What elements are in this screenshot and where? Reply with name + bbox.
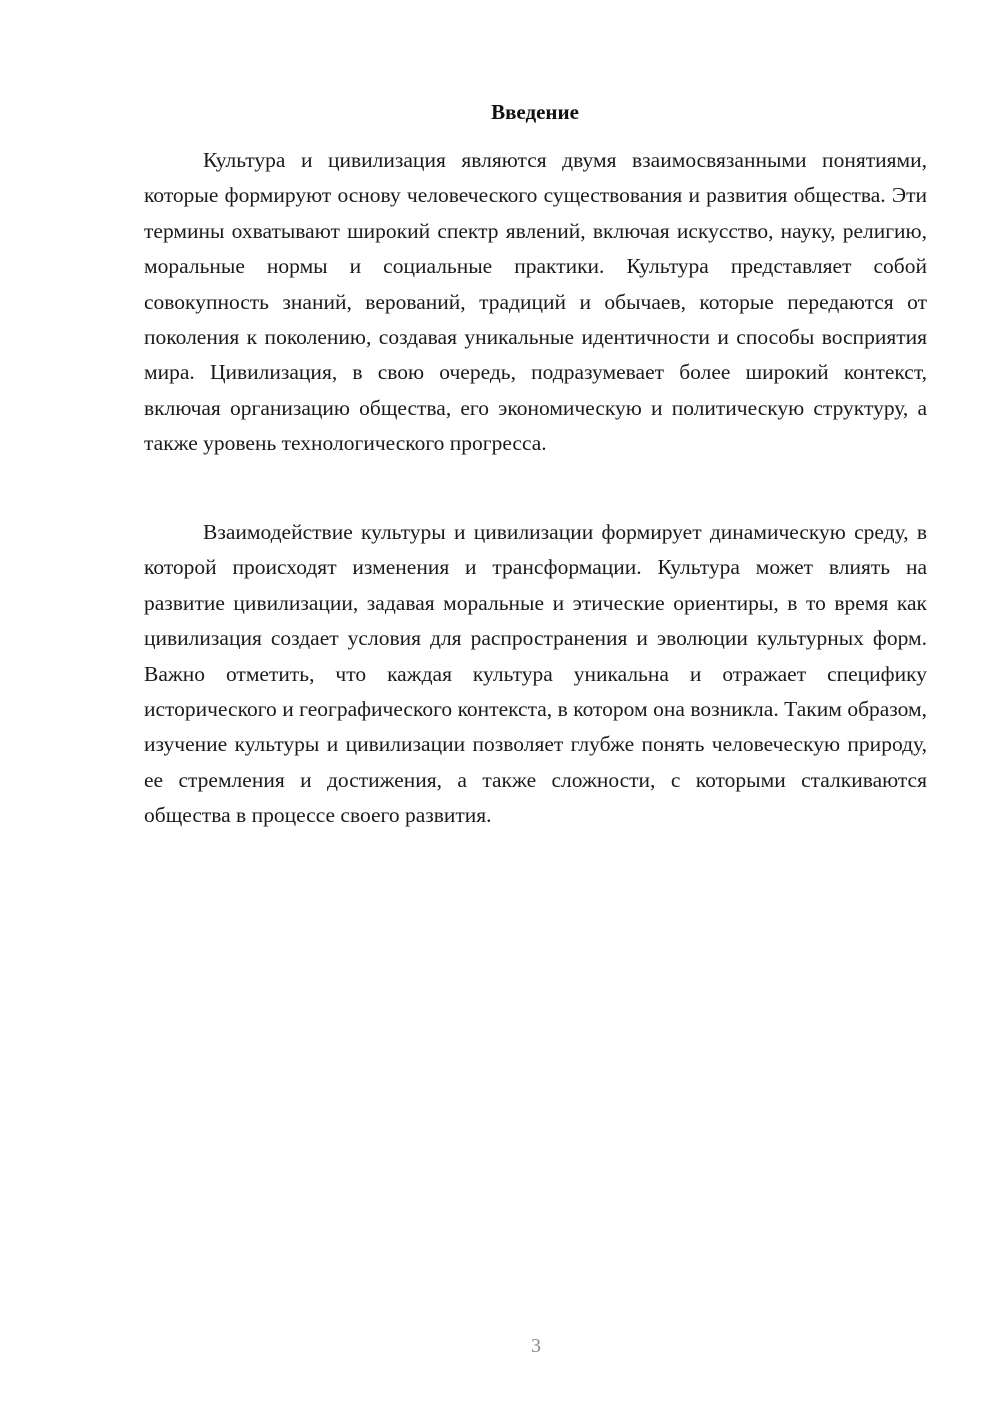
paragraph-block [144,143,927,462]
paragraph: Взаимодействие культуры и цивилизации формирует динамическую среду, в которой происходят изменения и трансформации. Культура может влиять на развитие цивилизации, задавая моральные и этические ориентиры, в то время как цивилизация создает условия для распространения и эволюции культурных форм. Важно отметить, что каждая культура уникальна и отражает специфику исторического и географического контекста, в котором она возникла. Таким образом, изучение культуры и цивилизации позволяет глубже понять человеческую природу, ее стремления и достижения, а также сложности, с которыми сталкиваются общества в процессе своего развития. [144,520,927,828]
page-title: Введение [491,100,579,124]
paragraph-block [144,515,927,834]
page-number: 3 [531,1335,541,1357]
paragraph: Культура и цивилизация являются двумя взаимосвязанными понятиями, которые формируют основу человеческого существования и развития общества. Эти термины охватывают широкий спектр явлений, включая искусство, науку, религию, моральные нормы и социальные практики. Культура представляет собой совокупность знаний, верований, традиций и обычаев, которые передаются от поколения к поколению, создавая уникальные идентичности и способы восприятия мира. Цивилизация, в свою очередь, подразумевает более широкий контекст, включая организацию общества, его экономическую и политическую структуру, а также уровень технологического прогресса. [144,148,927,456]
